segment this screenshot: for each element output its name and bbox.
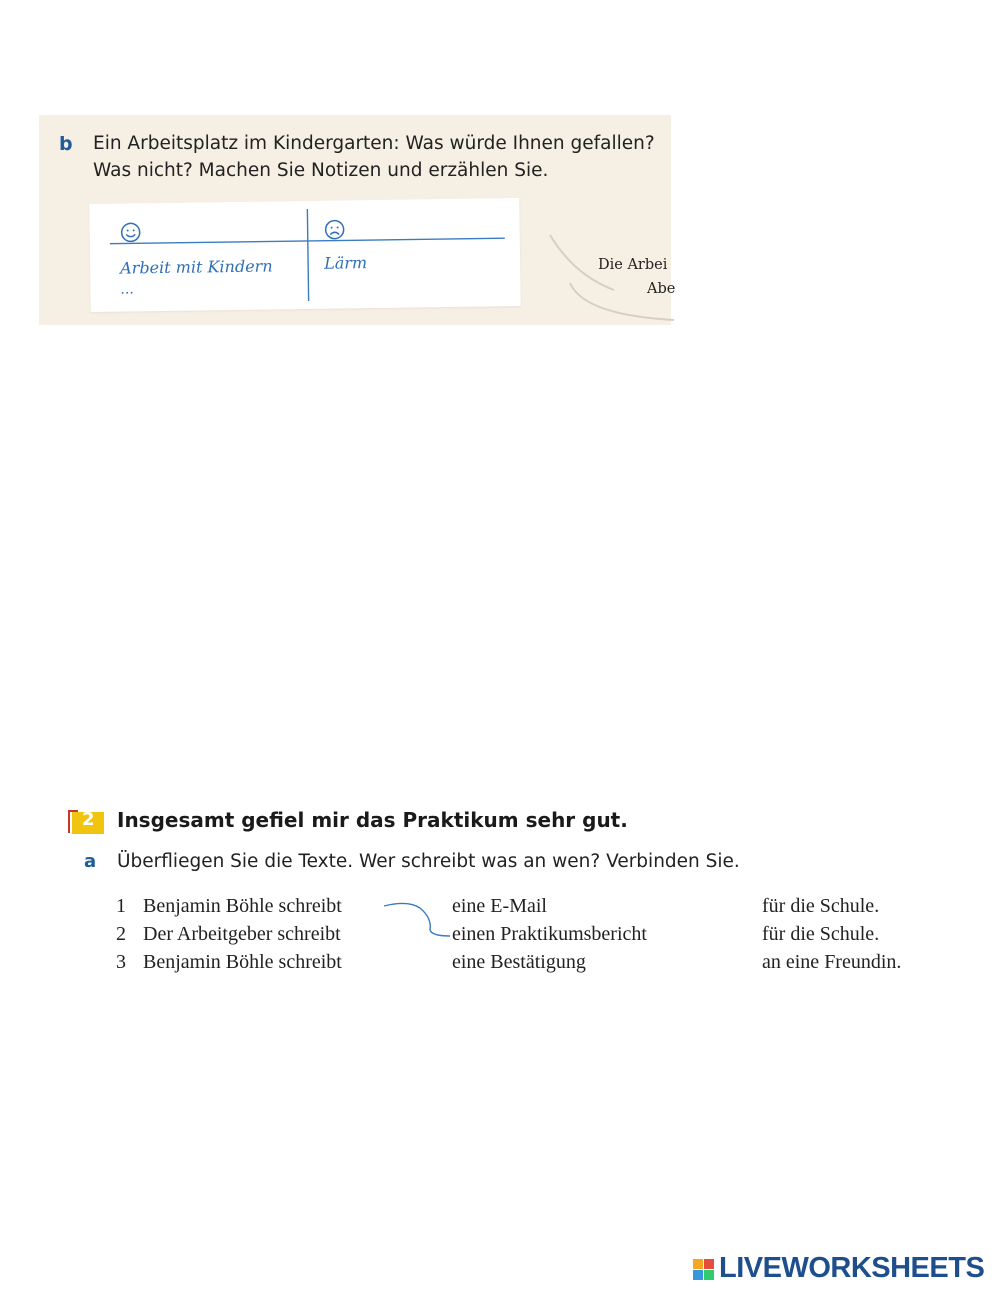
row-recipient[interactable]: für die Schule.	[762, 895, 880, 917]
note-negative-entry: Lärm	[323, 253, 368, 273]
row-recipient[interactable]: für die Schule.	[762, 923, 880, 945]
row-object[interactable]: eine E-Mail	[452, 895, 547, 917]
match-row	[0, 951, 1000, 979]
speech-bubble-text-line1: Die Arbei	[598, 257, 668, 273]
logo-text: LIVEWORKSHEETS	[719, 1252, 985, 1284]
example-connection-line	[380, 900, 452, 940]
row-number: 2	[116, 923, 126, 945]
note-positive-entry: Arbeit mit Kindern	[120, 256, 273, 278]
exercise-b-panel	[39, 115, 676, 325]
row-subject[interactable]: Der Arbeitgeber schreibt	[143, 923, 341, 945]
speech-bubble-outline	[544, 235, 674, 325]
exercise-b-instruction-line2: Was nicht? Machen Sie Notizen und erzählen Sie.	[93, 160, 549, 181]
row-subject[interactable]: Benjamin Böhle schreibt	[143, 951, 342, 973]
exercise-number: 2	[82, 809, 95, 830]
row-object[interactable]: einen Praktikumsbericht	[452, 923, 647, 945]
exercise-title: Insgesamt gefiel mir das Praktikum sehr gut.	[117, 808, 628, 832]
notes-card	[89, 198, 520, 312]
row-object[interactable]: eine Bestätigung	[452, 951, 586, 973]
sad-face-icon	[323, 218, 345, 240]
smiley-face-icon	[120, 221, 142, 243]
exercise-b-letter: b	[59, 133, 73, 155]
exercise-a-instruction: Überfliegen Sie die Texte. Wer schreibt was an wen? Verbinden Sie.	[117, 851, 740, 872]
note-positive-more: ...	[120, 281, 134, 298]
speech-bubble-text-line2: Abe	[647, 281, 676, 297]
liveworksheets-logo-icon	[693, 1259, 715, 1281]
match-row	[0, 923, 1000, 951]
match-row	[0, 895, 1000, 923]
row-subject[interactable]: Benjamin Böhle schreibt	[143, 895, 342, 917]
exercise-a-letter: a	[84, 851, 97, 872]
exercise-b-instruction-line1: Ein Arbeitsplatz im Kindergarten: Was würde Ihnen gefallen?	[93, 133, 655, 154]
notes-table-lines	[89, 198, 520, 312]
row-recipient[interactable]: an eine Freundin.	[762, 951, 902, 973]
row-number: 3	[116, 951, 126, 973]
row-number: 1	[116, 895, 126, 917]
